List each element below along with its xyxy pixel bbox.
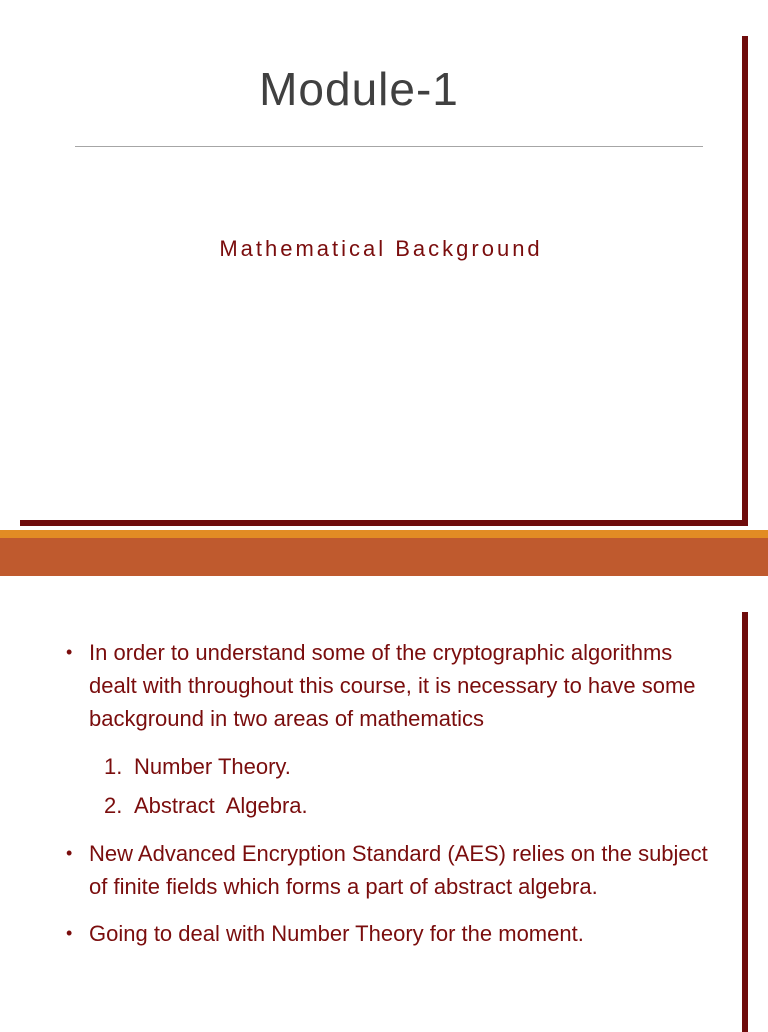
separator-band-thick — [0, 538, 768, 576]
item-number: 2. — [104, 793, 123, 818]
slide-frame-bottom — [20, 520, 748, 526]
content-slide — [0, 576, 768, 1024]
numbered-item — [104, 786, 726, 825]
bullet-dot: • — [66, 843, 73, 863]
bullet-item — [66, 917, 726, 950]
title-divider — [75, 146, 703, 147]
bullet-dot: • — [66, 923, 73, 943]
slide-frame-right — [742, 612, 748, 1032]
bullet-text: New Advanced Encryption Standard (AES) relies on the subject of finite fields which forms a part of abstract algebra. — [89, 841, 708, 899]
item-text: Abstract Algebra. — [134, 793, 308, 818]
slide-frame-right — [742, 36, 748, 526]
slide-subtitle: Mathematical Background — [219, 236, 543, 261]
item-number: 1. — [104, 754, 123, 779]
separator-band-thin — [0, 530, 768, 538]
bullet-item — [66, 636, 726, 735]
slide-title: Module-1 — [259, 63, 459, 115]
numbered-list — [104, 747, 726, 825]
item-text: Number Theory. — [134, 754, 291, 779]
bullet-text: In order to understand some of the cryptographic algorithms dealt with throughout this course, it is necessary to have some background in two areas of mathematics — [89, 640, 696, 731]
numbered-item — [104, 747, 726, 786]
bullet-item — [66, 837, 726, 903]
bullet-content — [66, 636, 726, 964]
bullet-text: Going to deal with Number Theory for the moment. — [89, 921, 584, 946]
bullet-dot: • — [66, 642, 73, 662]
